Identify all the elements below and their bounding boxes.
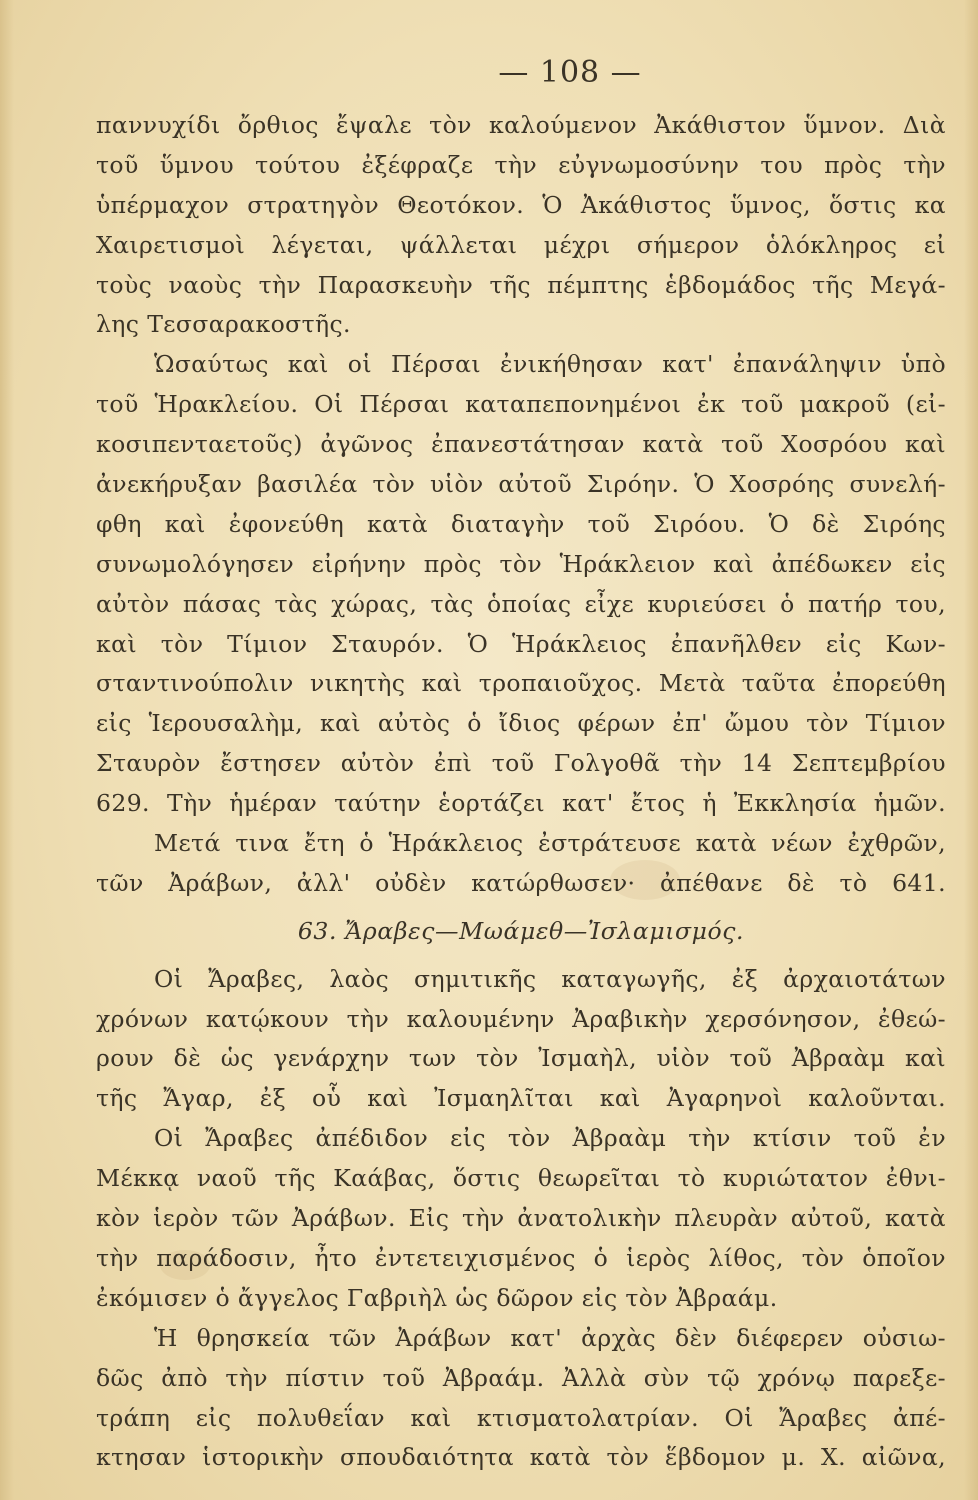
text-line: κοσιπενταετοῦς) ἀγῶνος ἐπανεστάτησαν κατὰ τοῦ Χοσρόου καὶ — [96, 430, 946, 459]
text-line: σταντινούπολιν νικητὴς καὶ τροπαιοῦχος. Μετὰ ταῦτα ἐπορεύθη — [96, 669, 946, 698]
section-heading: 63. Ἄραβες—Μωάμεθ—Ἰσλαμισμός. — [297, 916, 745, 945]
text-line: καὶ τὸν Τίμιον Σταυρόν. Ὁ Ἡράκλειος ἐπανῆλθεν εἰς Κων- — [96, 629, 946, 658]
text-line: τῆς Ἄγαρ, ἐξ οὗ καὶ Ἰσμαηλῖται καὶ Ἀγαρηνοὶ καλοῦνται. — [96, 1084, 946, 1113]
text-line: Ἡ θρησκεία τῶν Ἀράβων κατ' ἀρχὰς δὲν διέφερεν οὐσιω- — [154, 1323, 946, 1352]
page-edge-left — [0, 0, 14, 1500]
page-number: — 108 — — [498, 55, 642, 90]
text-line: Οἱ Ἄραβες ἀπέδιδον εἰς τὸν Ἀβραὰμ τὴν κτίσιν τοῦ ἐν — [154, 1124, 946, 1153]
text-line: κτησαν ἱστορικὴν σπουδαιότητα κατὰ τὸν ἕβδομον μ. Χ. αἰῶνα, — [96, 1443, 946, 1472]
text-line: 629. Τὴν ἡμέραν ταύτην ἑορτάζει κατ' ἔτος ἡ Ἐκκλησία ἡμῶν. — [96, 789, 946, 818]
text-line: δῶς ἀπὸ τὴν πίστιν τοῦ Ἀβραάμ. Ἀλλὰ σὺν τῷ χρόνῳ παρεξε- — [96, 1363, 946, 1392]
text-line: συνωμολόγησεν εἰρήνην πρὸς τὸν Ἡράκλειον καὶ ἀπέδωκεν εἰς — [96, 549, 946, 578]
page-edge-right — [964, 0, 978, 1500]
text-line: ἐκόμισεν ὁ ἄγγελος Γαβριὴλ ὡς δῶρον εἰς τὸν Ἀβραάμ. — [96, 1283, 778, 1312]
text-line: χρόνων κατῴκουν τὴν καλουμένην Ἀραβικὴν χερσόνησον, ἐθεώ- — [96, 1004, 946, 1033]
text-line: τοὺς ναοὺς τὴν Παρασκευὴν τῆς πέμπτης ἑβδομάδος τῆς Μεγά- — [96, 270, 946, 299]
text-line: Οἱ Ἄραβες, λαὸς σημιτικῆς καταγωγῆς, ἐξ ἀρχαιοτάτων — [154, 964, 946, 993]
text-line: λης Τεσσαρακοστῆς. — [96, 310, 351, 339]
text-line: εἰς Ἱερουσαλὴμ, καὶ αὐτὸς ὁ ἴδιος φέρων ἐπ' ὤμου τὸν Τίμιον — [96, 709, 946, 738]
body-text — [96, 106, 946, 1478]
text-line: Ὡσαύτως καὶ οἱ Πέρσαι ἐνικήθησαν κατ' ἐπανάληψιν ὑπὸ — [154, 350, 946, 379]
text-line: Μέκκᾳ ναοῦ τῆς Καάβας, ὅστις θεωρεῖται τὸ κυριώτατον ἐθνι- — [96, 1164, 946, 1193]
text-line: Χαιρετισμοὶ λέγεται, ψάλλεται μέχρι σήμερον ὁλόκληρος εἰ — [96, 230, 946, 259]
text-line: ὑπέρμαχον στρατηγὸν Θεοτόκον. Ὁ Ἀκάθιστος ὕμνος, ὅστις κα — [96, 190, 946, 219]
text-line: τοῦ Ἡρακλείου. Οἱ Πέρσαι καταπεπονημένοι ἐκ τοῦ μακροῦ (εἰ- — [96, 390, 946, 419]
text-line: τὴν παράδοσιν, ἦτο ἐντετειχισμένος ὁ ἱερὸς λίθος, τὸν ὁποῖον — [96, 1243, 946, 1272]
text-line: παννυχίδι ὄρθιος ἔψαλε τὸν καλούμενον Ἀκάθιστον ὕμνον. Διὰ — [96, 111, 946, 139]
text-line: ρουν δὲ ὡς γενάρχην των τὸν Ἰσμαὴλ, υἱὸν τοῦ Ἀβραὰμ καὶ — [96, 1044, 946, 1073]
text-line: τράπη εἰς πολυθεΐαν καὶ κτισματολατρίαν. Οἱ Ἄραβες ἀπέ- — [96, 1403, 946, 1432]
text-line: ἀνεκήρυξαν βασιλέα τὸν υἱὸν αὐτοῦ Σιρόην. Ὁ Χοσρόης συνελή- — [96, 470, 946, 499]
text-line: Σταυρὸν ἔστησεν αὐτὸν ἐπὶ τοῦ Γολγοθᾶ τὴν 14 Σεπτεμβρίου — [96, 749, 946, 778]
text-line: αὐτὸν πάσας τὰς χώρας, τὰς ὁποίας εἶχε κυριεύσει ὁ πατήρ του, — [96, 589, 946, 618]
text-line: φθη καὶ ἐφονεύθη κατὰ διαταγὴν τοῦ Σιρόου. Ὁ δὲ Σιρόης — [96, 509, 946, 538]
text-line: Μετά τινα ἔτη ὁ Ἡράκλειος ἐστράτευσε κατὰ νέων ἐχθρῶν, — [154, 829, 946, 858]
text-line: κὸν ἱερὸν τῶν Ἀράβων. Εἰς τὴν ἀνατολικὴν πλευρὰν αὐτοῦ, κατὰ — [96, 1204, 946, 1233]
text-line: τοῦ ὕμνου τούτου ἐξέφραζε τὴν εὐγνωμοσύνην του πρὸς τὴν — [96, 150, 946, 179]
text-line: τῶν Ἀράβων, ἀλλ' οὐδὲν κατώρθωσεν· ἀπέθανε δὲ τὸ 641. — [96, 868, 946, 897]
